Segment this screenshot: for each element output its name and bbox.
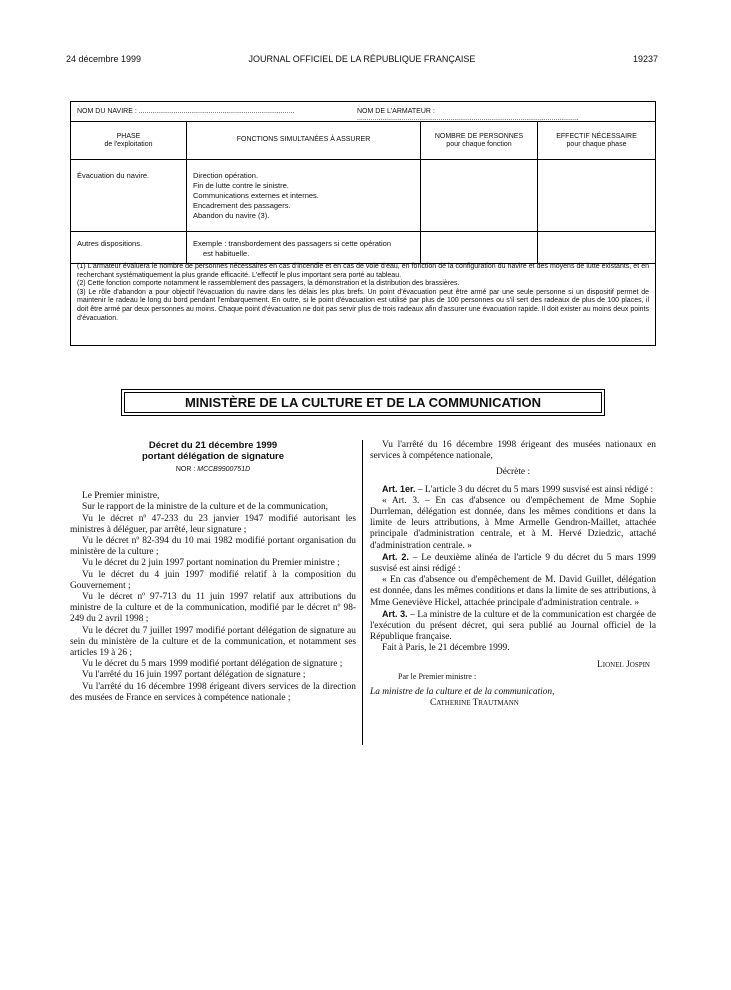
paragraph: Sur le rapport de la ministre de la culture et de la communication, — [82, 502, 329, 513]
decree-right-column — [370, 440, 656, 709]
header-page-number: 19237 — [632, 54, 658, 64]
paragraph: Vu le décret nº 47-233 du 23 janvier 1947 modifié autorisant les ministres à déléguer, par arrêté, leur signature ; — [70, 513, 356, 535]
nor-reference: NOR : MCCB9900751D — [175, 466, 251, 473]
article-2-quote: « En cas d'absence ou d'empêchement de M. David Guillet, délégation est donnée, dans les mêmes conditions et dans la limite de ses attributions, à Mme Geneviève Hickel, attachée principale d'administration centrale. » — [370, 575, 656, 608]
decree-left-column — [70, 440, 356, 704]
article-3: Art. 3. – La ministre de la culture et de la communication est chargée de l'exécution du présent décret, qui sera publié au Journal officiel de la République française. — [370, 608, 656, 643]
table-identification-row — [71, 102, 655, 122]
table-footnotes — [77, 263, 649, 323]
column-header-phase: PHASE de l'exploitation — [71, 121, 187, 159]
table-header-row — [71, 121, 655, 160]
article-1: Art. 1er. – L'article 3 du décret du 5 mars 1999 susvisé est ainsi rédigé : — [382, 483, 654, 495]
paragraph: Vu l'arrêté du 16 décembre 1998 érigeant des musées nationaux en services à compétence nationale, — [370, 440, 656, 462]
functions-cell: Exemple : transbordement des passagers si cette opération est habituelle. — [187, 231, 421, 263]
paragraph: Vu le décret du 5 mars 1999 modifié portant délégation de signature ; — [82, 659, 343, 670]
signing-place-date: Fait à Paris, le 21 décembre 1999. — [382, 643, 510, 654]
column-divider — [362, 440, 363, 745]
count-cell — [421, 159, 538, 231]
page-header — [66, 54, 658, 68]
ship-name-label: NOM DU NAVIRE : ................................................................................ — [77, 108, 295, 115]
prime-minister-signature: Lionel Jospin — [597, 659, 650, 670]
header-date: 24 décembre 1999 — [66, 54, 142, 64]
minister-title: La ministre de la culture et de la communication, — [370, 687, 555, 698]
table-row — [71, 231, 655, 264]
phase-cell: Évacuation du navire. — [71, 159, 187, 231]
paragraph: Vu l'arrêté du 16 juin 1997 portant délégation de signature ; — [82, 670, 306, 681]
paragraph: Le Premier ministre, — [82, 491, 160, 502]
functions-cell: Direction opération. Fin de lutte contre le sinistre. Communications externes et internes. Encadrement des passagers. Abandon du navire (3). — [187, 159, 421, 231]
ministry-banner — [121, 389, 605, 416]
paragraph: Vu l'arrêté du 16 décembre 1998 érigeant divers services de la direction des musées de France en services à compétence nationale ; — [70, 681, 356, 703]
decrete-heading: Décrète : — [495, 467, 531, 478]
column-header-functions: FONCTIONS SIMULTANÉES À ASSURER — [187, 121, 421, 159]
staff-cell — [538, 159, 655, 231]
paragraph: Vu le décret du 2 juin 1997 portant nomination du Premier ministre ; — [82, 558, 340, 569]
article-1-quote: « Art. 3. – En cas d'absence ou d'empêchement de Mme Sophie Durrleman, délégation est donnée, dans les mêmes conditions et dans la limite de leurs attributions, à Mme Armelle Gendron-Maillet, attachée principale d'administration centrale, et à M. Hervé Dziedzic, attaché d'administration centrale. » — [370, 495, 656, 551]
paragraph: Vu le décret nº 82-394 du 10 mai 1982 modifié portant organisation du ministère de la culture ; — [70, 536, 356, 558]
footnote: (2) Cette fonction comporte notamment le rassemblement des passagers, la démonstration et la distribution des brassières. — [77, 280, 460, 288]
footnote: (3) Le rôle d'abandon a pour objectif l'évacuation du navire dans les délais les plus brefs. Un point d'évacuation peut être armé par une seule personne si un dispositif permet de maintenir le radeau le long du bord pendant l'embarquement. En outre, si le point d'évacuation est utilisé par plus de 100 personnes ou s'il sert des radeaux de plus de 100 places, il doit être armé par deux personnes au moins. Chaque point d'évacuation ne doit pas servir plus de trois radeaux afin d'assurer une évacuation rapide. Il doit exister au moins deux points d'évacuation. — [77, 288, 649, 322]
crew-table — [70, 101, 656, 346]
by-prime-minister: Par le Premier ministre : — [398, 671, 477, 681]
column-header-staff: EFFECTIF NÉCESSAIRE pour chaque phase — [556, 133, 637, 148]
column-header-count: NOMBRE DE PERSONNES pour chaque fonction — [421, 121, 538, 159]
decree-title: Décret du 21 décembre 1999 — [148, 440, 278, 451]
count-cell — [421, 231, 538, 263]
owner-name-label: NOM DE L'ARMATEUR : .................................................................................................................. — [357, 108, 579, 122]
staff-cell — [538, 231, 655, 263]
paragraph: Vu le décret du 4 juin 1997 modifié relatif à la composition du Gouvernement ; — [70, 569, 356, 591]
phase-cell: Autres dispositions. — [71, 231, 187, 263]
article-2: Art. 2. – Le deuxième alinéa de l'article 9 du décret du 5 mars 1999 susvisé est ainsi rédigé : — [370, 551, 656, 575]
paragraph: Vu le décret nº 97-713 du 11 juin 1997 relatif aux attributions du ministre de la culture et de la communication, modifié par le décret nº 98-249 du 2 avril 1998 ; — [70, 592, 356, 625]
footnote: (1) L'armateur évaluera le nombre de personnes nécessaires en cas d'incendie et en cas de voie d'eau, en fonction de la configuration du navire et des moyens de lutte existants, et en recherchant systématiquement la plus grande efficacité. L'effectif le plus important sera porté au tableau. — [77, 263, 649, 279]
table-row — [71, 159, 655, 232]
decree-subtitle: portant délégation de signature — [142, 451, 284, 462]
header-journal-title: JOURNAL OFFICIEL DE LA RÉPUBLIQUE FRANÇAISE — [248, 54, 476, 64]
minister-name: Catherine Trautmann — [430, 698, 519, 709]
ministry-title: MINISTÈRE DE LA CULTURE ET DE LA COMMUNICATION — [124, 392, 602, 413]
paragraph: Vu le décret du 7 juillet 1997 modifié portant délégation de signature au sein du ministère de la culture et de la communication, et notamment ses articles 19 à 26 ; — [70, 625, 356, 659]
